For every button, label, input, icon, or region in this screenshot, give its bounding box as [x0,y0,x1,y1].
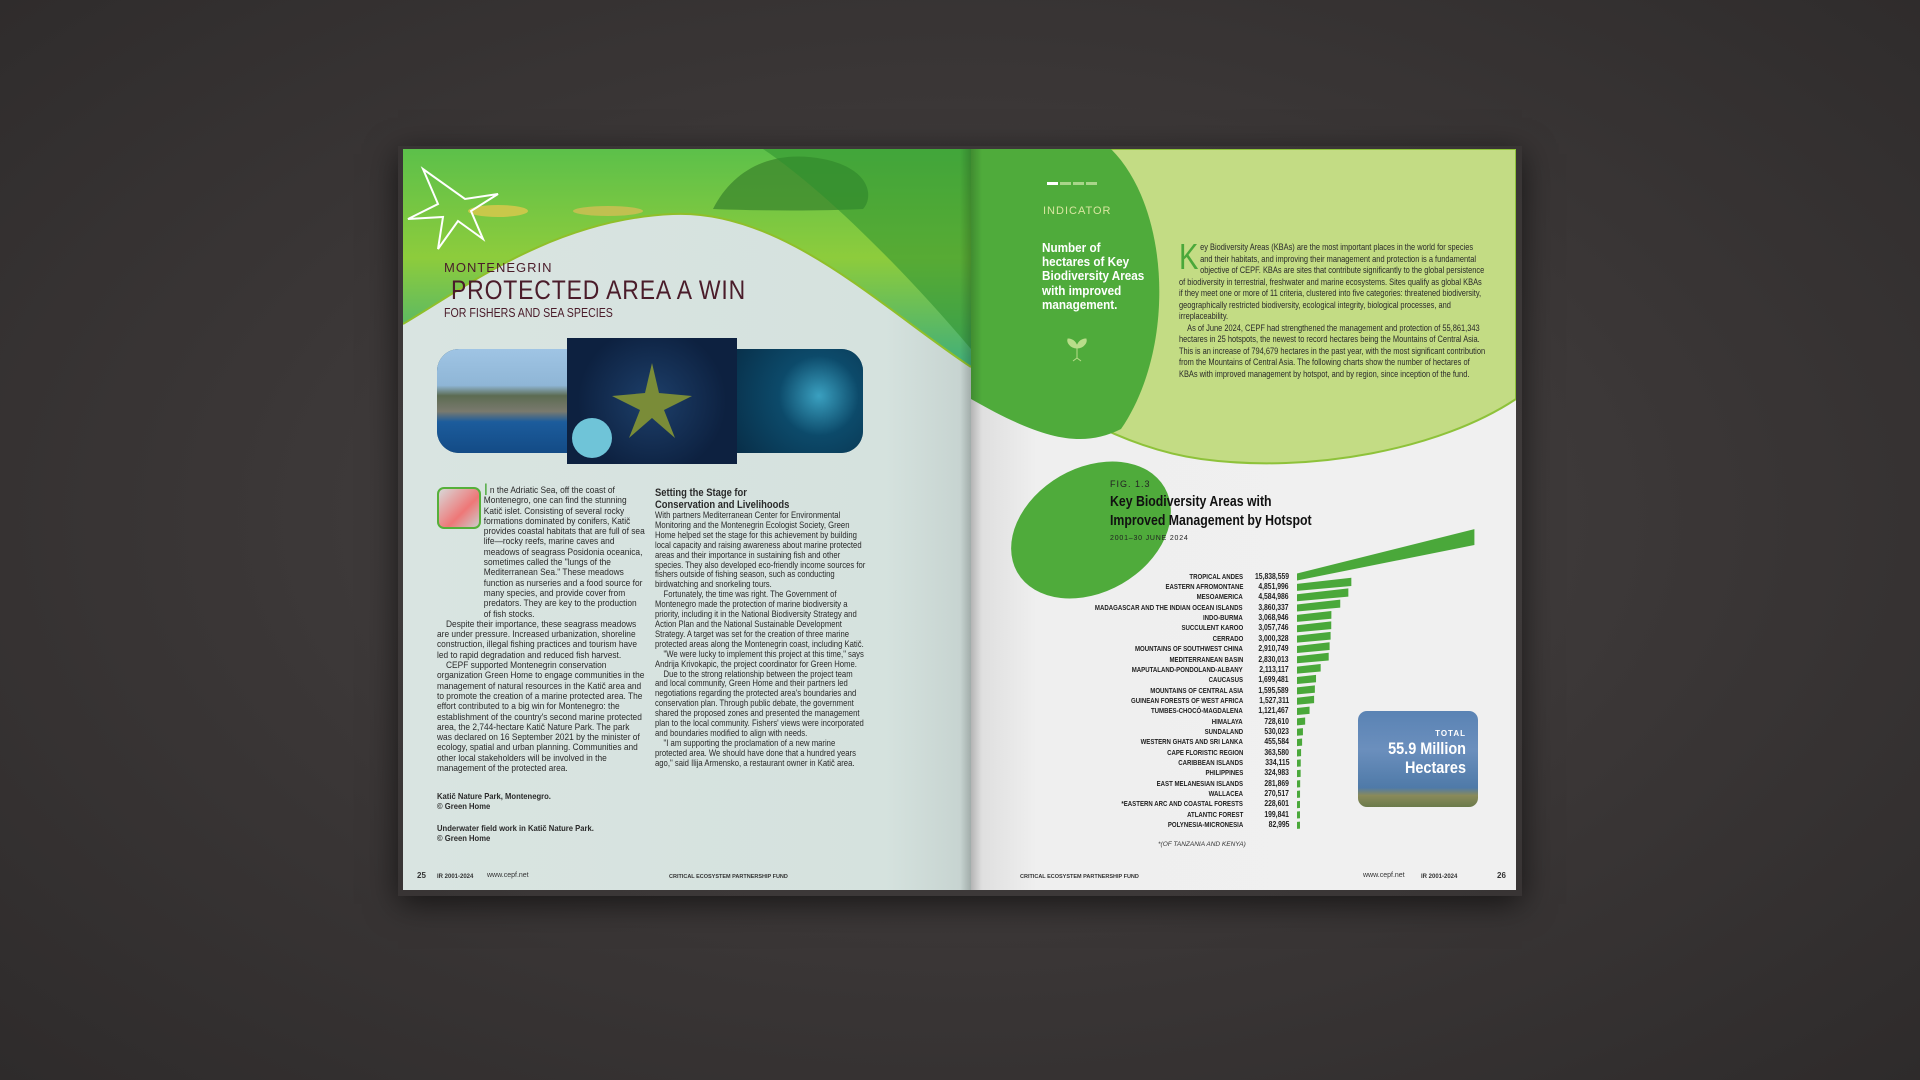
chart-category-label: SUCCULENT KAROO [1181,623,1243,633]
caption-1 [437,791,645,811]
chart-category-label: WESTERN GHATS AND SRI LANKA [1140,737,1243,747]
chart-bar [1297,791,1300,798]
starfish-icon [612,363,692,438]
chart-value-label: 3,057,746 [1258,623,1289,633]
chart-bar [1297,653,1329,664]
chart-bar [1297,588,1348,601]
report-label: IR 2001-2024 [1421,874,1458,880]
chart-category-label: EAST MELANESIAN ISLANDS [1156,778,1243,788]
paragraph: Despite their importance, these seagrass meadows are under pressure. Increased urbanization, shoreline construction, illegal fishing practices and tourism have led to rapid degradation and reduced fish harvest. [437,618,637,660]
article-kicker: MONTENEGRIN [444,260,553,275]
chart-value-label: 455,584 [1264,737,1289,747]
chart-value-label: 82,995 [1268,820,1289,830]
indicator-label: INDICATOR [1043,205,1112,217]
chart-category-label: GUINEAN FORESTS OF WEST AFRICA [1130,695,1243,705]
chart-value-label: 324,983 [1264,768,1289,778]
chart-bar [1297,600,1340,612]
chart-value-label: 4,851,996 [1258,582,1289,592]
caption-2 [437,823,645,843]
chart-category-label: MADAGASCAR AND THE INDIAN OCEAN ISLANDS [1095,602,1243,612]
column-1 [437,480,645,844]
chart-value-label: 728,610 [1264,716,1289,726]
chart-footnote: *(OF TANZANIA AND KENYA) [1158,841,1246,848]
chart-category-label: MOUNTAINS OF SOUTHWEST CHINA [1135,644,1243,654]
chart-bar [1297,611,1331,622]
chart-bar [1297,780,1300,787]
caption-credit: © Green Home [437,833,491,844]
caption-credit: © Green Home [437,801,491,812]
fig-label: FIG. 1.3 [1110,479,1151,489]
chart-value-label: 228,601 [1264,799,1289,809]
total-unit: Hectares [1404,758,1466,777]
paragraph: "We were lucky to implement this project at this time," says Andrija Krivokapic, the project coordinator for Green Home. [655,648,864,669]
chart-value-label: 1,595,589 [1258,685,1289,695]
paragraph: n the Adriatic Sea, off the coast of Montenegro, one can find the stunning Katič islet. Consisting of several rocky formations dominated by conifers, Katič provides coastal habitats that are full of sea life—rocky reefs, marine caves and meadows of seagrass Posidonia oceanica, sometimes called the "lungs of the Mediterranean Sea." These meadows function as nurseries and a food source for many species, and provide cover from predators. They are key to the production of fish stocks. [483,485,645,619]
chart-value-label: 2,830,013 [1258,654,1289,664]
heading-line: Conservation and Livelihoods [655,498,790,511]
chart-value-label: 1,121,467 [1258,706,1289,716]
chart-category-label: SUNDALAND [1204,726,1243,736]
chart-bar [1297,696,1314,705]
chart-bar [1297,675,1316,684]
chart-bar [1297,770,1301,777]
islet-photo [437,349,567,453]
paragraph: As of June 2024, CEPF had strengthened the management and protection of 55,861,343 hectares in 25 hotspots, the newest to record hectares being the Mountains of Central Asia. This is an increase of 794,679 hectares in the past year, with the most significant contribution from the Mountains of Central Asia. The following charts show the number of hectares of KBAs with improved management by hotspot, and by region, since inception of the fund. [1179,322,1486,379]
drop-cap: I [483,480,489,499]
chart-value-label: 199,841 [1264,809,1289,819]
chart-category-label: PHILIPPINES [1205,768,1243,778]
chart-value-label: 1,699,481 [1258,675,1289,685]
chart-value-label: 4,584,986 [1258,592,1289,602]
chart-bar [1297,664,1321,674]
chart-value-label: 363,580 [1264,747,1289,757]
website-link[interactable]: www.cepf.net [487,872,529,879]
chart-category-label: MESOAMERICA [1196,592,1243,602]
caption-text: Underwater field work in Katič Nature Park. [437,823,594,834]
chart-subtitle: 2001–30 JUNE 2024 [1110,535,1189,542]
chart-category-label: MAPUTALAND-PONDOLAND-ALBANY [1132,664,1243,674]
chart-title: Key Biodiversity Areas with Improved Management by Hotspot [1110,493,1312,529]
chart-bar [1297,811,1300,818]
chart-category-label: MOUNTAINS OF CENTRAL ASIA [1149,685,1243,695]
chart-bar [1297,529,1474,580]
chart-value-label: 270,517 [1264,789,1289,799]
total-value: 55.9 Million [1388,739,1466,758]
chart-category-label: TROPICAL ANDES [1189,571,1243,581]
starfish-photo [567,338,737,464]
chart-value-label: 2,113,117 [1259,664,1289,674]
caption-text: Katič Nature Park, Montenegro. [437,791,551,802]
column-2 [655,488,867,769]
paragraph: With partners Mediterranean Center for Environmental Monitoring and the Montenegrin Ecologist Society, Green Home helped set the stage for this achievement by building local capacity and raising awareness about marine protected areas and their importance in sustaining fish and other species. They also developed eco-friendly income sources for fishers outside of fishing season, such as conducting birdwatching and snorkeling tours. [655,510,866,590]
article-subtitle: FOR FISHERS AND SEA SPECIES [444,306,613,320]
page-number: 25 [417,871,426,880]
drop-cap: K [1179,236,1199,277]
chart-value-label: 1,527,311 [1259,695,1289,705]
diver-photo [737,349,863,453]
chart-value-label: 334,115 [1264,758,1289,767]
website-link[interactable]: www.cepf.net [1363,872,1405,879]
chart-category-label: CERRADO [1212,633,1243,643]
chart-category-label: ATLANTIC FOREST [1186,809,1243,819]
chart-bar [1297,749,1301,756]
chart-category-label: HIMALAYA [1212,716,1243,726]
indicator-text: Number of hectares of Key Biodiversity Areas with improved management. [1042,240,1145,312]
chart-category-label: TUMBES-CHOCÓ-MAGDALENA [1151,706,1243,716]
org-name: CRITICAL ECOSYSTEM PARTNERSHIP FUND [669,874,788,880]
chart-category-label: MEDITERRANEAN BASIN [1169,654,1243,664]
org-name: CRITICAL ECOSYSTEM PARTNERSHIP FUND [1020,874,1139,880]
article-title: PROTECTED AREA A WIN [451,275,747,305]
section-heading [655,488,867,511]
chart-bar [1297,822,1300,829]
chart-bar [1297,739,1302,747]
chart-category-label: *EASTERN ARC AND COASTAL FORESTS [1121,799,1243,809]
paragraph: Fortunately, the time was right. The Government of Montenegro made the protection of marine biodiversity a priority, including it in the National Biodiversity Strategy and Action Plan and the National Sustainable Development Strategy. A target was set for the creation of three marine protected areas along the Montenegrin coast, including Katič. [655,589,864,649]
total-label: TOTAL [1435,729,1466,738]
chart-category-label: CAUCASUS [1208,675,1243,685]
chart-value-label: 530,023 [1264,726,1289,736]
report-label: IR 2001-2024 [437,874,474,880]
chart-value-label: 281,869 [1264,778,1289,788]
chart-bar [1297,578,1351,591]
chart-category-label: WALLACEA [1208,789,1243,799]
chart-bar [1297,717,1305,725]
page-number: 26 [1497,871,1506,880]
chart-category-label: POLYNESIA-MICRONESIA [1167,820,1243,830]
chart-value-label: 3,860,337 [1258,602,1289,612]
chart-bar [1297,621,1331,632]
heading-line: Setting the Stage for [655,487,747,499]
chart-category-label: CARIBBEAN ISLANDS [1178,758,1243,767]
chart-bar [1297,685,1315,694]
left-page [403,149,971,890]
paragraph: Due to the strong relationship between the project team and local community, Green Home and their partners led negotiations regarding the protected area's boundaries and conservation plan. Through public debate, the government shared the proposed zones and presented the management plan to the local community. Fishers' views were incorporated and boundaries modified to align with needs. [655,668,864,738]
chart-bar [1297,707,1310,715]
chart-category-label: EASTERN AFROMONTANE [1165,582,1243,592]
right-page [971,149,1516,890]
chart-value-label: 3,068,946 [1258,613,1289,623]
chart-category-label: INDO-BURMA [1203,613,1243,623]
paragraph: ey Biodiversity Areas (KBAs) are the most important places in the world for species and their habitats, and improving their management and protection is a fundamental objective of CEPF. KBAs are sites that contribute significantly to the global persistence of biodiversity in terrestrial, freshwater and marine ecosystems. Sites qualify as global KBAs if they meet one or more of 11 criteria, clustered into five categories: threatened biodiversity, geographically restricted biodiversity, ecological integrity, biological processes, and irreplaceability. [1179,242,1485,321]
chart-bar [1297,642,1330,653]
paragraph: CEPF supported Montenegrin conservation organization Green Home to engage communities in the management of natural resources in the Katič area and to promote the creation of a marine protected area. The effort contributed to a big win for Montenegro: the establishment of the country's second marine protected area, the 2,744-hectare Katič Nature Park. The park was declared on 16 September 2021 by the minister of ecology, spatial and urban planning. Communities and other local stakeholders will be involved in the management of the protected area. [437,660,645,774]
chart-bar [1297,632,1331,643]
chart-value-label: 2,910,749 [1258,644,1289,654]
spine-shadow [960,149,982,890]
total-badge [1358,711,1478,807]
chart-bar [1297,801,1300,808]
paragraph: "I am supporting the proclamation of a new marine protected area. We should have done that a hundred years ago," said Ilija Armensko, a restaurant owner in Katič area. [655,737,856,768]
chart-category-label: CAPE FLORISTIC REGION [1166,747,1243,757]
chart-bar [1297,728,1303,736]
chart-value-label: 3,000,328 [1258,633,1289,643]
chart-bar [1297,759,1301,766]
chart-value-label: 15,838,559 [1254,571,1289,581]
